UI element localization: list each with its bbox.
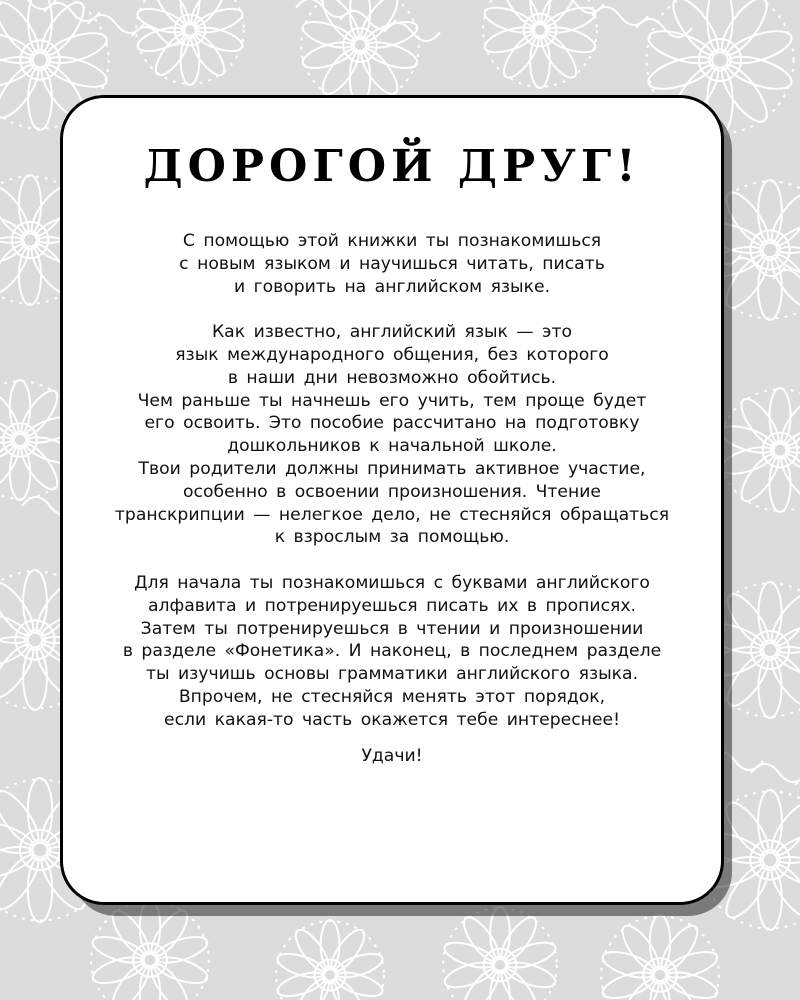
text-line: в наши дни невозможно обойтись. bbox=[227, 367, 557, 388]
ornament-swirl bbox=[795, 776, 800, 794]
ornament-flower bbox=[275, 920, 385, 1000]
text-line: Затем ты потренируешься в чтении и произношении bbox=[140, 618, 644, 639]
text-line: к взрослым за помощью. bbox=[274, 527, 510, 548]
text-line: язык международного общения, без которого bbox=[175, 344, 609, 365]
text-line: если какая-то часть окажется тебе интереснее! bbox=[164, 709, 620, 730]
paragraph-intro bbox=[63, 230, 721, 298]
text-line: и говорить на английском языке. bbox=[233, 276, 551, 297]
text-line: дошкольников к начальной школе. bbox=[227, 436, 557, 457]
ornament-swirl bbox=[88, 15, 144, 33]
ornament-flower bbox=[300, 0, 420, 105]
text-line: особенно в освоении произношения. Чтение bbox=[183, 481, 601, 502]
paragraph-book-structure bbox=[63, 572, 721, 732]
ornament-flower bbox=[135, 0, 245, 85]
ornament-flower bbox=[600, 915, 720, 1000]
signoff: Удачи! bbox=[361, 746, 423, 766]
ornament-swirl bbox=[296, 0, 352, 17]
text-line: Твои родители должны принимать активное участие, bbox=[138, 458, 646, 479]
ornament-swirl bbox=[751, 764, 800, 782]
text-line: Для начала ты познакомишься с буквами английского bbox=[134, 572, 650, 593]
text-line: его освоить. Это пособие рассчитано на подготовку bbox=[144, 413, 640, 434]
ornament-swirl bbox=[384, 23, 440, 41]
text-line: ты изучишь основы грамматики английского языка. bbox=[145, 664, 639, 685]
text-line: транскрипции — нелегкое дело, не стесняйся обращаться bbox=[114, 504, 670, 525]
text-line: Как известно, английский язык — это bbox=[211, 322, 572, 343]
letter-body bbox=[63, 230, 721, 754]
text-line: Чем раньше ты начнешь его учить, тем проще будет bbox=[137, 390, 647, 411]
letter-card bbox=[60, 95, 724, 905]
ornament-flower bbox=[442, 907, 558, 1000]
ornament-swirl bbox=[592, 7, 648, 25]
text-line: Впрочем, не стесняйся менять этот порядок, bbox=[178, 686, 606, 707]
ornament-flower bbox=[482, 0, 598, 88]
text-line: в разделе «Фонетика». И наконец, в последнем разделе bbox=[122, 641, 662, 662]
text-line: С помощью этой книжки ты познакомишься bbox=[182, 231, 602, 251]
text-line: с новым языком и научишься читать, писать bbox=[179, 253, 605, 274]
page-title: ДОРОГОЙ ДРУГ! bbox=[143, 141, 641, 192]
paragraph-about-english bbox=[63, 321, 721, 549]
text-line: алфавита и потренируешься писать их в прописях. bbox=[148, 595, 636, 616]
